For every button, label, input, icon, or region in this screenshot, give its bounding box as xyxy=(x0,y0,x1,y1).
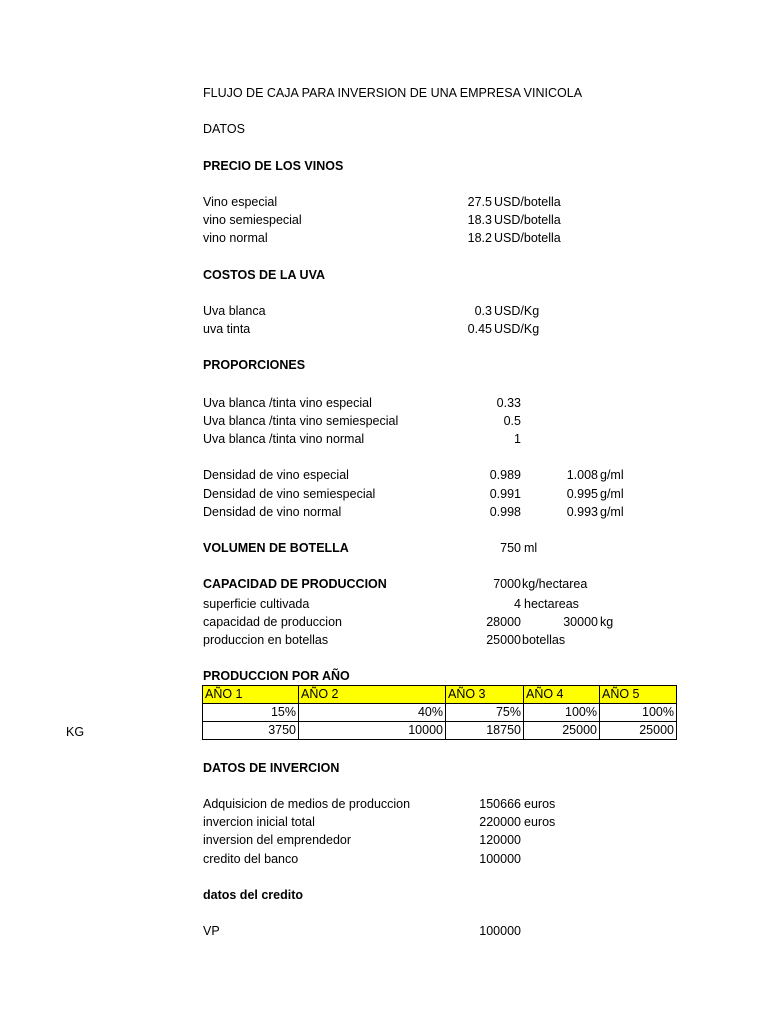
inversion-value-emprendedor: 120000 xyxy=(479,833,521,847)
precio-value-normal: 18.2 xyxy=(467,231,492,245)
percent-cell-2: 40% xyxy=(299,704,446,722)
costo-value-tinta: 0.45 xyxy=(467,322,492,336)
heading-inversion: DATOS DE INVERCION xyxy=(203,761,340,775)
volumen-value: 750 xyxy=(500,541,521,555)
botellas-value: 25000 xyxy=(486,633,521,647)
inversion-label-credito: credito del banco xyxy=(203,852,299,866)
kg-cell-3: 18750 xyxy=(446,722,524,740)
densidad-label-normal: Densidad de vino normal xyxy=(203,505,342,519)
heading-precios: PRECIO DE LOS VINOS xyxy=(203,159,344,173)
densidad-v1-especial: 0.989 xyxy=(489,468,521,482)
precio-unit-normal: USD/botella xyxy=(494,231,561,245)
heading-produccion: PRODUCCION POR AÑO xyxy=(203,669,350,683)
inversion-label-adquisicion: Adquisicion de medios de produccion xyxy=(203,797,411,811)
vp-value: 100000 xyxy=(479,924,521,938)
proporcion-value-normal: 1 xyxy=(514,432,521,446)
superficie-unit: hectareas xyxy=(524,597,579,611)
inversion-label-total: invercion inicial total xyxy=(203,815,315,829)
precio-unit-especial: USD/botella xyxy=(494,195,561,209)
precio-value-especial: 27.5 xyxy=(467,195,492,209)
year-header-4: AÑO 4 xyxy=(524,686,600,704)
proporcion-value-semiespecial: 0.5 xyxy=(503,414,521,428)
costo-value-blanca: 0.3 xyxy=(474,304,492,318)
section-datos: DATOS xyxy=(203,122,245,136)
densidad-v1-semiespecial: 0.991 xyxy=(489,487,521,501)
capprod-v2: 30000 xyxy=(563,615,598,629)
volumen-label: VOLUMEN DE BOTELLA xyxy=(203,541,349,555)
inversion-unit-total: euros xyxy=(524,815,556,829)
volumen-unit: ml xyxy=(524,541,538,555)
densidad-label-semiespecial: Densidad de vino semiespecial xyxy=(203,487,376,501)
precio-label-normal: vino normal xyxy=(203,231,268,245)
inversion-value-adquisicion: 150666 xyxy=(479,797,521,811)
produccion-table xyxy=(202,685,677,740)
proporcion-label-semiespecial: Uva blanca /tinta vino semiespecial xyxy=(203,414,399,428)
densidad-unit-normal: g/ml xyxy=(600,505,624,519)
inversion-value-credito: 100000 xyxy=(479,852,521,866)
superficie-value: 4 xyxy=(514,597,521,611)
percent-cell-3: 75% xyxy=(446,704,524,722)
capacidad-value: 7000 xyxy=(493,577,521,591)
year-header-1: AÑO 1 xyxy=(203,686,299,704)
page-title: FLUJO DE CAJA PARA INVERSION DE UNA EMPRESA VINICOLA xyxy=(203,86,583,100)
costo-label-tinta: uva tinta xyxy=(203,322,251,336)
kg-cell-2: 10000 xyxy=(299,722,446,740)
precio-label-semiespecial: vino semiespecial xyxy=(203,213,302,227)
proporcion-value-especial: 0.33 xyxy=(496,396,521,410)
kg-cell-5: 25000 xyxy=(600,722,677,740)
botellas-label: produccion en botellas xyxy=(203,633,329,647)
heading-credito: datos del credito xyxy=(203,888,304,902)
heading-proporciones: PROPORCIONES xyxy=(203,358,306,372)
densidad-v2-semiespecial: 0.995 xyxy=(566,487,598,501)
precio-label-especial: Vino especial xyxy=(203,195,278,209)
inversion-label-emprendedor: inversion del emprendedor xyxy=(203,833,352,847)
inversion-value-total: 220000 xyxy=(479,815,521,829)
superficie-label: superficie cultivada xyxy=(203,597,310,611)
densidad-v1-normal: 0.998 xyxy=(489,505,521,519)
kg-cell-4: 25000 xyxy=(524,722,600,740)
capacidad-unit: kg/hectarea xyxy=(522,577,588,591)
year-header-5: AÑO 5 xyxy=(600,686,677,704)
densidad-v2-normal: 0.993 xyxy=(566,505,598,519)
inversion-unit-adquisicion: euros xyxy=(524,797,556,811)
proporcion-label-especial: Uva blanca /tinta vino especial xyxy=(203,396,372,410)
capacidad-label: CAPACIDAD DE PRODUCCION xyxy=(203,577,387,591)
costo-label-blanca: Uva blanca xyxy=(203,304,266,318)
table-row xyxy=(203,704,677,722)
percent-cell-5: 100% xyxy=(600,704,677,722)
proporcion-label-normal: Uva blanca /tinta vino normal xyxy=(203,432,365,446)
year-header-2: AÑO 2 xyxy=(299,686,446,704)
table-row xyxy=(203,686,677,704)
densidad-v2-especial: 1.008 xyxy=(566,468,598,482)
densidad-unit-semiespecial: g/ml xyxy=(600,487,624,501)
costo-unit-tinta: USD/Kg xyxy=(494,322,540,336)
capprod-unit: kg xyxy=(600,615,614,629)
precio-value-semiespecial: 18.3 xyxy=(467,213,492,227)
kg-cell-1: 3750 xyxy=(203,722,299,740)
table-row xyxy=(203,722,677,740)
year-header-3: AÑO 3 xyxy=(446,686,524,704)
costo-unit-blanca: USD/Kg xyxy=(494,304,540,318)
percent-cell-4: 100% xyxy=(524,704,600,722)
percent-cell-1: 15% xyxy=(203,704,299,722)
botellas-unit: botellas xyxy=(522,633,566,647)
vp-label: VP xyxy=(203,924,220,938)
densidad-unit-especial: g/ml xyxy=(600,468,624,482)
precio-unit-semiespecial: USD/botella xyxy=(494,213,561,227)
heading-costos: COSTOS DE LA UVA xyxy=(203,268,326,282)
kg-row-label: KG xyxy=(66,725,85,739)
capprod-label: capacidad de produccion xyxy=(203,615,342,629)
capprod-v1: 28000 xyxy=(486,615,521,629)
densidad-label-especial: Densidad de vino especial xyxy=(203,468,349,482)
